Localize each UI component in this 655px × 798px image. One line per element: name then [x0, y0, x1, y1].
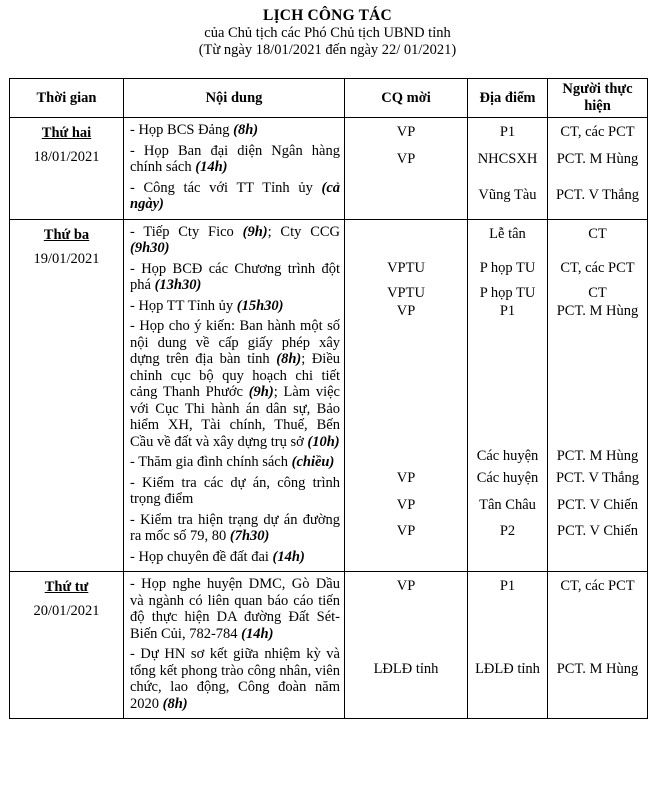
inviting-agency-value: VP [396, 523, 416, 539]
inviting-agency-value: LĐLĐ tỉnh [373, 660, 439, 677]
inviting-agency-value: VPTU [387, 260, 425, 276]
inviting-agency-cell [345, 572, 468, 719]
schedule-item [130, 261, 340, 294]
table-header-row [10, 79, 648, 118]
schedule-item [130, 512, 340, 545]
item-time: (13h30) [154, 277, 202, 293]
item-time: (10h) [307, 433, 340, 450]
location-value: Tân Châu [479, 496, 536, 513]
day-row [10, 572, 648, 719]
item-text: - Kiểm tra các dự án, công trình trọng điểm [130, 474, 340, 507]
person-value: CT [588, 284, 607, 301]
item-time: (8h) [276, 351, 302, 367]
schedule-item [130, 298, 340, 315]
person-value: PCT. M Hùng [556, 660, 639, 677]
column-header-content: Nội dung [124, 79, 345, 118]
inviting-agency-value: VPTU [387, 284, 425, 301]
location-value: P1 [499, 303, 516, 319]
location-value: P họp TU [479, 260, 536, 276]
item-text: - Họp cho ý kiến: Ban hành một số nội dung về cấp giấy phép xây dựng trên địa bàn tỉnh [130, 318, 340, 367]
schedule-table [9, 78, 648, 719]
item-time: (15h30) [236, 297, 284, 314]
schedule-item [130, 224, 340, 257]
inviting-agency-cell [345, 118, 468, 220]
schedule-item [130, 143, 340, 176]
location-cell [468, 118, 548, 220]
item-text: ; Làm việc với Cục Thi hành án dân sự, Bảo hiểm XH, Tài chính, Thuế, Bến Cầu về đất và xây dựng trụ sở [130, 384, 340, 450]
person-value: PCT. V Thắng [555, 470, 640, 486]
person-cell [548, 118, 648, 220]
item-time: (9h) [248, 384, 274, 400]
location-value: NHCSXH [477, 150, 538, 167]
item-text: ; Điều chỉnh cục bộ quy hoạch chi tiết cảng Thanh Phước [130, 351, 341, 400]
location-value: Lễ tân [489, 225, 526, 242]
content-cell [124, 572, 345, 719]
location-value: Vũng Tàu [478, 187, 537, 203]
person-value: PCT. M Hùng [556, 447, 639, 464]
item-time: (8h) [162, 695, 188, 712]
document-header [0, 0, 655, 59]
location-cell [468, 219, 548, 572]
person-value: CT, các PCT [560, 578, 635, 594]
schedule-item [130, 576, 340, 642]
item-text: - Họp TT Tỉnh ủy [130, 297, 237, 314]
inviting-agency-value: VP [396, 124, 416, 140]
location-value: P1 [499, 578, 516, 594]
day-cell [10, 219, 124, 572]
inviting-agency-value: VP [396, 578, 416, 594]
day-name: Thứ hai [41, 125, 92, 141]
location-value: P2 [499, 523, 516, 539]
item-text: - Công tác với TT Tỉnh ủy [130, 179, 322, 196]
document-title: LỊCH CÔNG TÁC [263, 7, 392, 24]
item-text: - Thăm gia đình chính sách [130, 454, 292, 470]
inviting-agency-value: VP [396, 303, 416, 319]
person-value: PCT. V Chiến [557, 523, 638, 539]
item-text: - Dự HN sơ kết giữa nhiệm kỳ và tổng kết phong trào công nhân, viên chức, lao động, Công đoàn năm 2020 [130, 646, 340, 712]
person-cell [548, 572, 648, 719]
column-header-inviting-agency: CQ mời [345, 79, 468, 118]
inviting-agency-value [345, 448, 467, 465]
schedule-item [130, 549, 340, 566]
day-date: 20/01/2021 [33, 603, 100, 619]
column-header-person: Người thực hiện [548, 79, 648, 118]
person-value: PCT. M Hùng [556, 303, 639, 319]
content-cell [124, 219, 345, 572]
person-value: PCT. M Hùng [556, 150, 639, 167]
item-time: (14h) [272, 548, 305, 565]
item-text: - Tiếp Cty Fico [130, 223, 243, 240]
person-value: PCT. V Thắng [555, 187, 640, 203]
inviting-agency-value [345, 187, 467, 204]
item-time: (9h30) [130, 240, 170, 256]
schedule-item [130, 180, 340, 213]
person-value: CT, các PCT [560, 124, 635, 140]
location-value: LĐLĐ tỉnh [475, 660, 540, 677]
content-cell [124, 118, 345, 220]
item-text: - Họp Ban đại diện Ngân hàng chính sách [130, 142, 340, 175]
day-date: 19/01/2021 [33, 250, 100, 267]
person-value: CT, các PCT [560, 260, 635, 276]
item-time: (14h) [241, 625, 274, 642]
schedule-item [130, 454, 340, 471]
item-time: (chiều) [291, 454, 335, 470]
item-text: - Họp BCS Đảng [130, 122, 234, 138]
day-cell [10, 572, 124, 719]
item-text: - Họp nghe huyện DMC, Gò Dầu và ngành có liên quan báo cáo tiến độ thực hiện DA đường Đất Sét-Biến Củi, 782-784 [130, 576, 340, 642]
day-cell [10, 118, 124, 220]
item-time: (14h) [195, 159, 228, 175]
inviting-agency-value: VP [396, 496, 416, 513]
location-value: Các huyện [476, 447, 539, 464]
schedule-item [130, 646, 340, 712]
person-value: CT [588, 225, 607, 242]
inviting-agency-value [345, 226, 467, 243]
schedule-item [130, 318, 340, 450]
column-header-location: Địa điểm [468, 79, 548, 118]
location-cell [468, 572, 548, 719]
item-time: (cả ngày) [130, 179, 340, 212]
column-header-time: Thời gian [10, 79, 124, 118]
item-time: (8h) [233, 122, 259, 138]
item-text: - Kiểm tra hiện trạng dự án đường ra mốc số 79, 80 [130, 511, 340, 544]
person-value: PCT. V Chiến [557, 496, 638, 513]
location-value: P1 [499, 124, 516, 140]
schedule-item [130, 122, 340, 139]
inviting-agency-value: VP [396, 150, 416, 167]
day-row [10, 118, 648, 220]
item-text: - Họp BCĐ các Chương trình đột phá [130, 260, 340, 293]
item-text: ; Cty CCG [267, 223, 341, 240]
person-cell [548, 219, 648, 572]
item-text: - Họp chuyên đề đất đai [130, 548, 273, 565]
document-subtitle: của Chủ tịch các Phó Chủ tịch UBND tỉnh [204, 25, 451, 41]
day-date: 18/01/2021 [33, 149, 100, 165]
schedule-item [130, 475, 340, 508]
document-date-range: (Từ ngày 18/01/2021 đến ngày 22/ 01/2021) [198, 42, 457, 58]
location-value: Các huyện [476, 470, 539, 486]
item-time: (7h30) [229, 528, 270, 544]
item-time: (9h) [242, 223, 268, 240]
location-value: P họp TU [479, 284, 536, 301]
day-row [10, 219, 648, 572]
inviting-agency-cell [345, 219, 468, 572]
day-name: Thứ tư [44, 579, 89, 595]
inviting-agency-value: VP [396, 470, 416, 486]
day-name: Thứ ba [43, 226, 90, 243]
